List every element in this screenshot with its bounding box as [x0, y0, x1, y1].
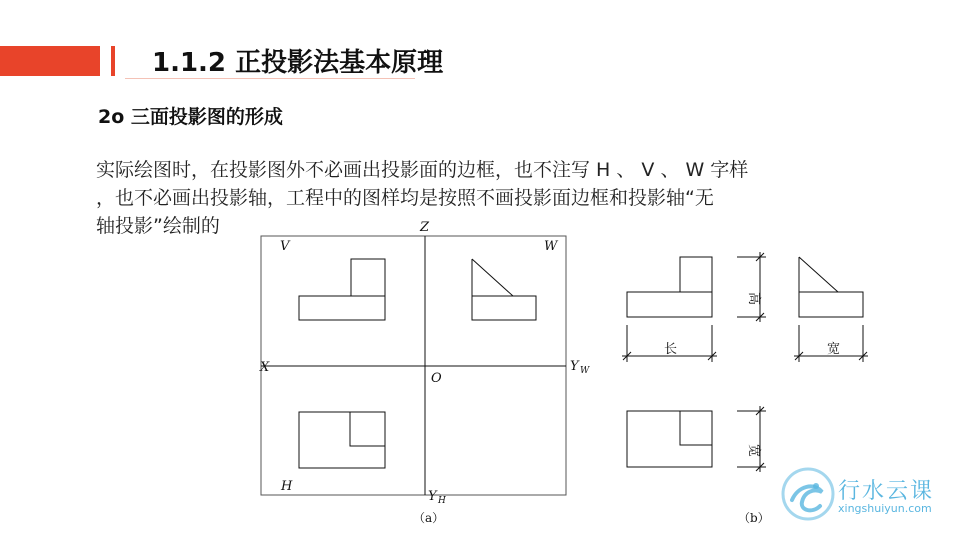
label-yw-sub: W	[580, 366, 590, 376]
figure-b	[622, 252, 868, 472]
wave-swirl-icon	[780, 466, 836, 522]
body-line-1: 实际绘图时，在投影图外不必画出投影面的边框，也不注写 H 、 V 、 W 字样	[96, 159, 749, 181]
dim-height-label: 高	[746, 292, 761, 306]
label-h: H	[281, 479, 293, 494]
b-front-upright	[680, 257, 712, 292]
brand-logo	[780, 466, 950, 526]
label-x: X	[260, 360, 270, 375]
logo-name: 行水云课	[838, 479, 935, 504]
body-line-2: ，也不必画出投影轴，工程中的图样均是按照不画投影面边框和投影轴“无	[96, 187, 714, 209]
figure-a	[261, 236, 566, 495]
logo-url: xingshuiyun.com	[838, 502, 932, 515]
b-top-inner	[680, 411, 712, 445]
caption-b: （b）	[738, 511, 770, 525]
section-heading: 2o 三面投影图的形成	[98, 106, 283, 128]
b-side-base	[799, 292, 863, 317]
b-top-outline	[627, 411, 712, 467]
label-z: Z	[420, 220, 430, 235]
b-front-base	[627, 292, 712, 317]
label-v: V	[280, 239, 290, 254]
dim-width-top-label: 宽	[746, 444, 761, 458]
dim-width-side-label: 宽	[827, 342, 841, 357]
label-yh-sub: H	[438, 496, 446, 506]
label-w: W	[544, 239, 558, 254]
label-yh: Y	[428, 489, 437, 504]
page-title: 1.1.2 正投影法基本原理	[152, 48, 444, 78]
dim-length-label: 长	[664, 342, 678, 357]
b-side-slope	[799, 257, 838, 292]
label-yw: Y	[570, 359, 579, 374]
caption-a: （a）	[413, 511, 445, 525]
body-line-3: 轴投影”绘制的	[96, 215, 220, 237]
label-o: O	[431, 371, 442, 386]
